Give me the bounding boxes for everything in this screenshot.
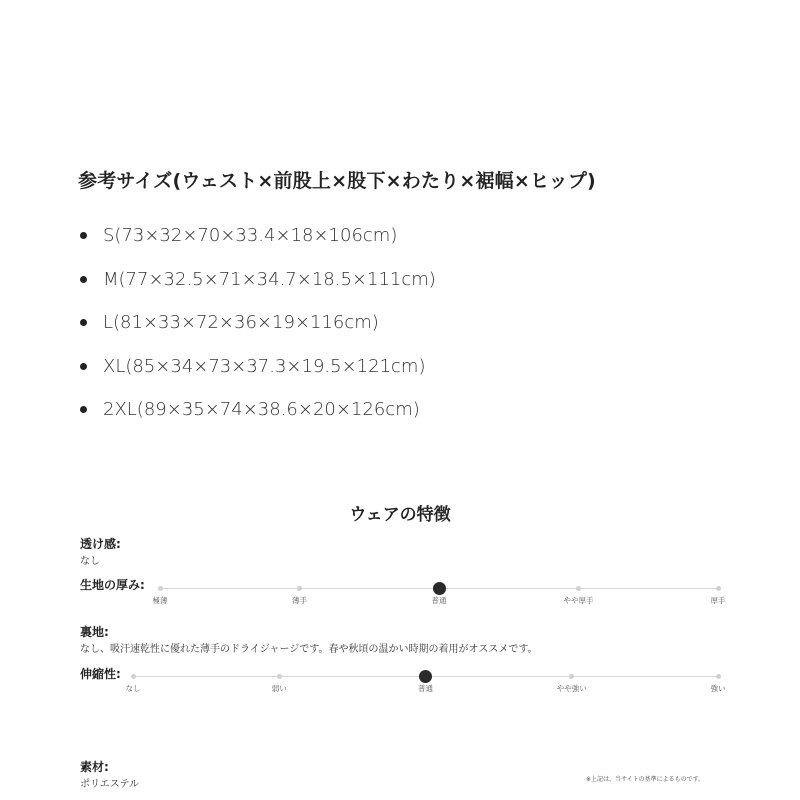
scale-point [131,674,136,679]
scale-tick-label: 弱い [271,684,287,693]
scale-point-selected [433,582,446,595]
scale-tick-label: 薄手 [292,596,307,605]
scale-tick-label: 極薄 [152,596,168,605]
bullet-icon [80,232,87,239]
features-title: ウェアの特徴 [349,505,451,525]
size-item-text: XL(85×34×73×37.3×19.5×121cm) [103,355,426,377]
scale-point [576,586,581,591]
size-list [80,222,436,440]
bullet-icon [80,276,87,283]
lining-value: なし、吸汗速乾性に優れた薄手のドライジャージです。春や秋頃の温かい時期の着用がオススメです。 [80,644,538,655]
stretch-label: 伸縮性: [80,667,121,681]
scale-tick-label: やや強い [556,684,587,693]
size-item-l [80,309,436,353]
scale-tick-label: 普通 [431,596,447,605]
scale-tick-label: やや厚手 [563,596,594,605]
size-item-2xl [80,396,436,440]
thickness-label: 生地の厚み: [80,578,145,592]
scale-point [716,674,721,679]
scale-point [277,674,282,679]
size-item-text: 2XL(89×35×74×38.6×20×126cm) [103,399,420,420]
size-item-s [80,222,436,266]
scale-point [158,586,163,591]
transparency-value: なし [80,556,100,567]
scale-tick-label: 普通 [418,684,433,693]
size-section-title: 参考サイズ(ウェスト×前股上×股下×わたり×裾幅×ヒップ) [78,170,596,192]
thickness-scale [152,582,726,606]
scale-point [297,586,302,591]
bullet-icon [80,363,87,370]
transparency-label: 透け感: [80,537,121,551]
bullet-icon [80,406,87,413]
size-item-xl [80,353,436,397]
scale-tick-label: なし [125,684,141,693]
scale-point [569,674,574,679]
size-item-m [80,266,436,310]
material-label: 素材: [80,760,109,774]
size-item-text: S(73×32×70×33.4×18×106cm) [103,225,398,246]
bullet-icon [80,319,87,326]
lining-label: 裏地: [80,625,109,639]
material-value: ポリエステル [80,779,140,790]
scale-point [716,586,721,591]
scale-tick-label: 強い [710,684,726,693]
footnote: ※上記は、当サイトの基準によるものです。 [586,776,705,783]
size-item-text: L(81×33×72×36×19×116cm) [103,312,379,333]
stretch-scale [125,670,726,694]
scale-point-selected [419,670,432,683]
scale-tick-label: 厚手 [710,596,726,605]
size-item-text: M(77×32.5×71×34.7×18.5×111cm) [103,268,436,290]
